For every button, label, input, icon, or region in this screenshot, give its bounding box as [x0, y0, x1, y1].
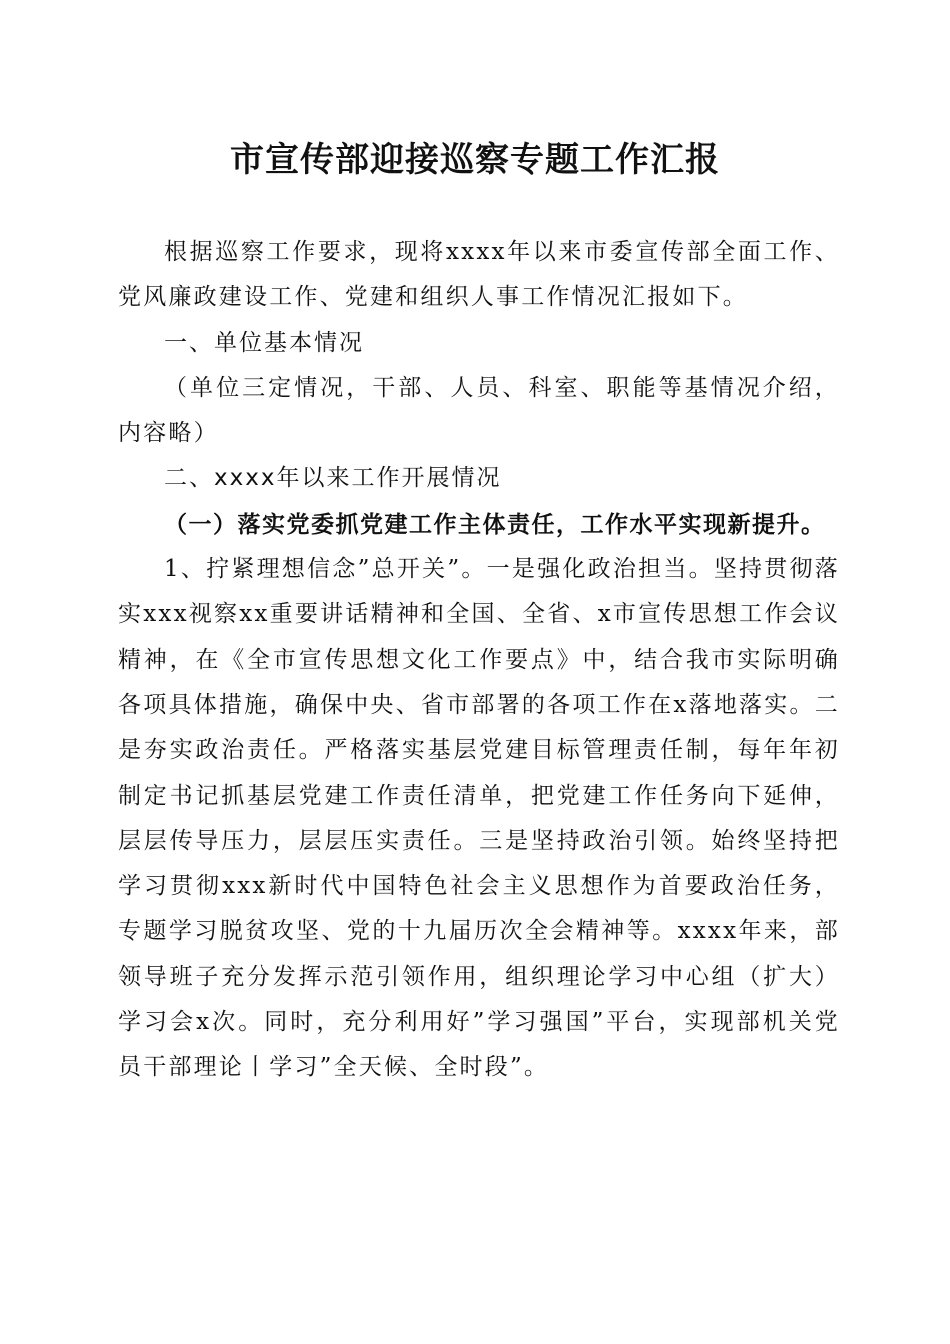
document-title: 市宣传部迎接巡察专题工作汇报: [230, 140, 720, 180]
subsection-heading-1: （一）落实党委抓党建工作主体责任，工作水平实现新提升。: [164, 510, 826, 538]
section-heading-1: 一、单位基本情况: [164, 329, 364, 356]
intro-paragraph: 根据巡察工作要求，现将xxxx年以来市委宣传部全面工作、党风廉政建设工作、党建和组织人事工作情况汇报如下。: [118, 239, 840, 311]
document-body: [118, 230, 840, 1091]
section-1-paragraph: （单位三定情况，干部、人员、科室、职能等基情况介绍，内容略）: [118, 374, 840, 447]
section-heading-2: 二、xxxx年以来工作开展情况: [164, 465, 502, 492]
body-paragraph-1: 1、拧紧理想信念”总开关”。一是强化政治担当。坚持贯彻落实xxx视察xx重要讲话精神和全国、全省、x市宣传思想工作会议精神，在《全市宣传思想文化工作要点》中，结合我市实际明确各项具体措施，确保中央、省市部署的各项工作在x落地落实。二是夯实政治责任。严格落实基层党建目标管理责任制，每年年初制定书记抓基层党建工作责任清单，把党建工作任务向下延伸，层层传导压力，层层压实责任。三是坚持政治引领。始终坚持把学习贯彻xxx新时代中国特色社会主义思想作为首要政治任务，专题学习脱贫攻坚、党的十九届历次全会精神等。xxxx年来，部领导班子充分发挥示范引领作用，组织理论学习中心组（扩大）学习会x次。同时，充分利用好”学习强国”平台，实现部机关党员干部理论丨学习”全天候、全时段”。: [118, 556, 840, 1081]
